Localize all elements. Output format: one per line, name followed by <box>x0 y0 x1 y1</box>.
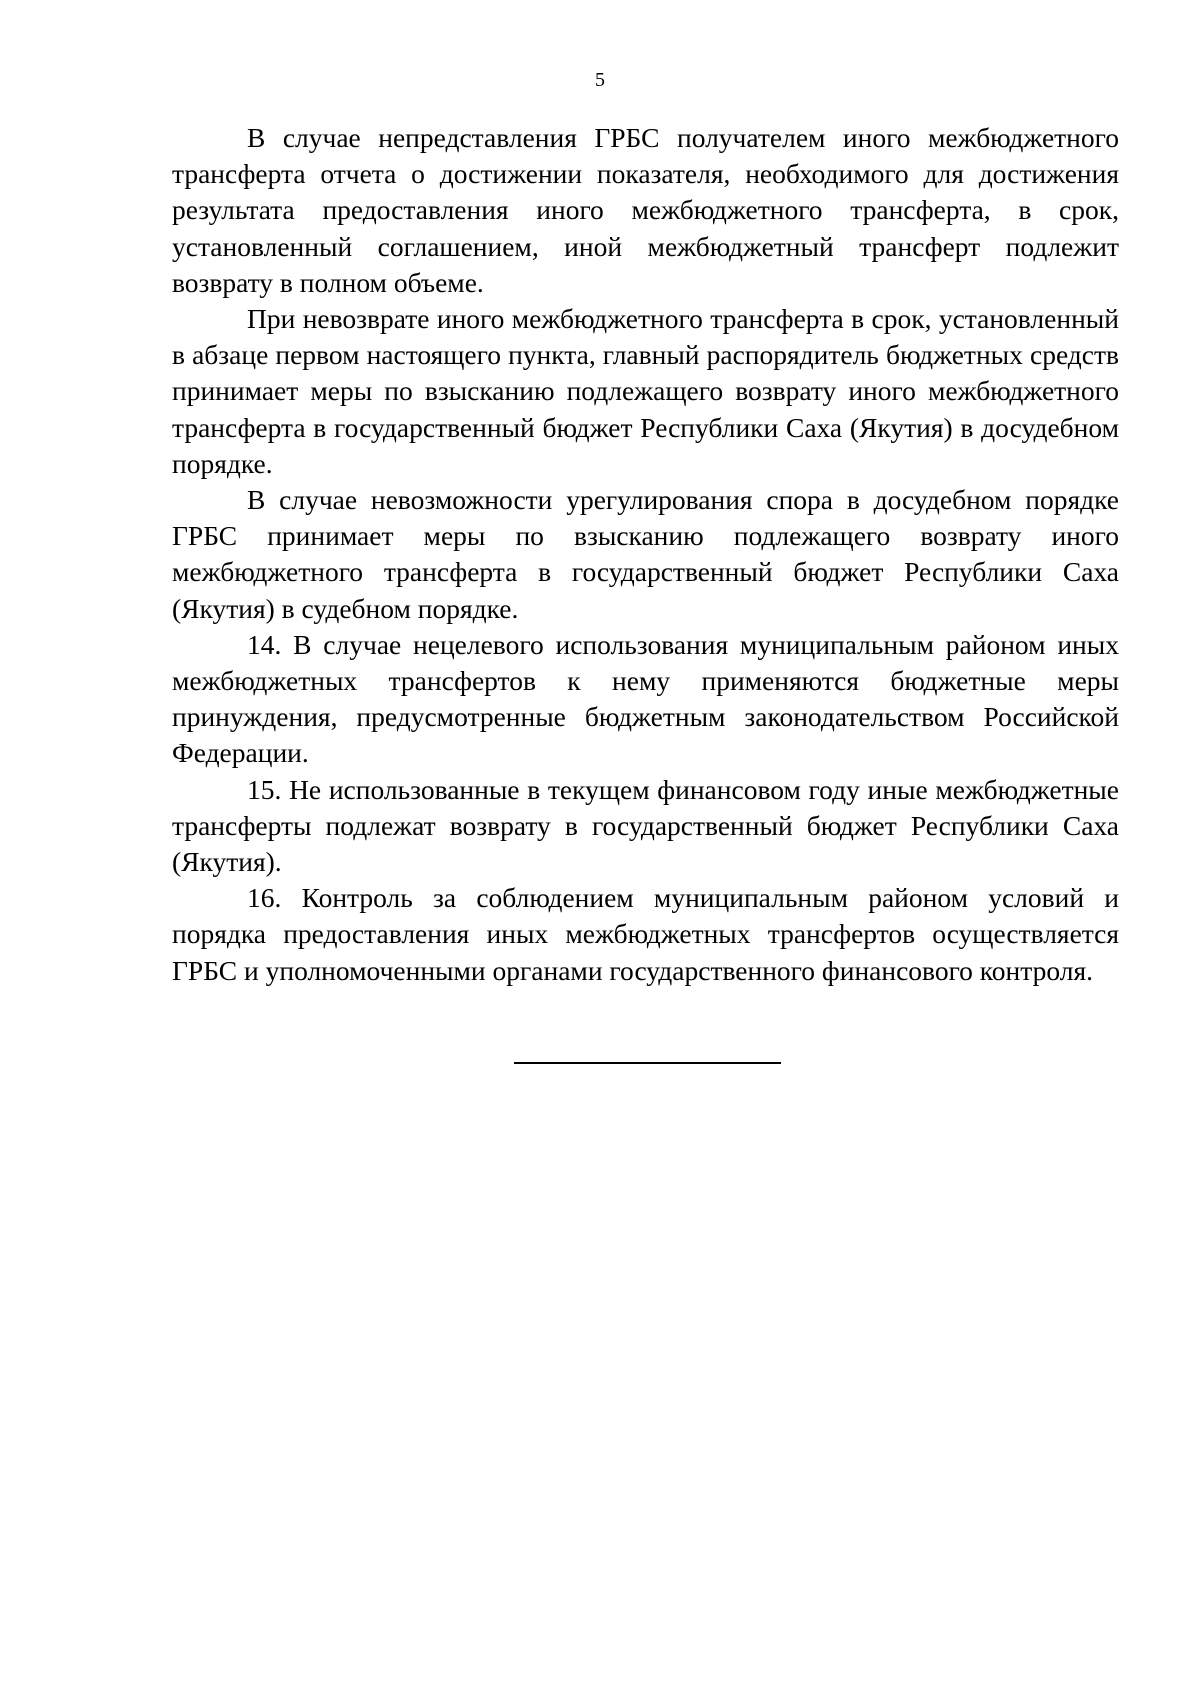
paragraph-item-15: 15. Не использованные в текущем финансовом году иные межбюджетные трансферты подлежат возврату в государственный бюджет Республики Саха (Якутия). <box>172 773 1119 878</box>
paragraph-item-16: 16. Контроль за соблюдением муниципальным районом условий и порядка предоставления иных межбюджетных трансфертов осуществляется ГРБС и уполномоченными органами государственного финансового контроля. <box>172 882 1119 986</box>
paragraph-item-14: 14. В случае нецелевого использования муниципальным районом иных межбюджетных трансфертов к нему применяются бюджетные меры принуждения, предусмотренные бюджетным законодательством Российской Федерации. <box>172 628 1119 769</box>
paragraph-nonsubmission-report: В случае непредставления ГРБС получателем иного межбюджетного трансферта отчета о достижении показателя, необходимого для достижения результата предоставления иного межбюджетного трансферта, в срок, установленный соглашением, иной межбюджетный трансферт подлежит возврату в полном объеме. <box>172 122 1119 298</box>
paragraph-nonreturn-pretrial: При невозврате иного межбюджетного трансферта в срок, установленный в абзаце первом настоящего пункта, главный распорядитель бюджетных средств принимает меры по взысканию подлежащего возврату иного межбюджетного трансферта в государственный бюджет Республики Саха (Якутия) в досудебном порядке. <box>172 303 1119 479</box>
closing-divider-line <box>514 1062 781 1064</box>
paragraph-judicial-recovery: В случае невозможности урегулирования спора в досудебном порядке ГРБС принимает меры по взысканию подлежащего возврату иного межбюджетного трансферта в государственный бюджет Республики Саха (Якутия) в судебном порядке. <box>172 484 1119 624</box>
page-number: 5 <box>595 69 605 91</box>
document-body <box>172 120 1119 989</box>
